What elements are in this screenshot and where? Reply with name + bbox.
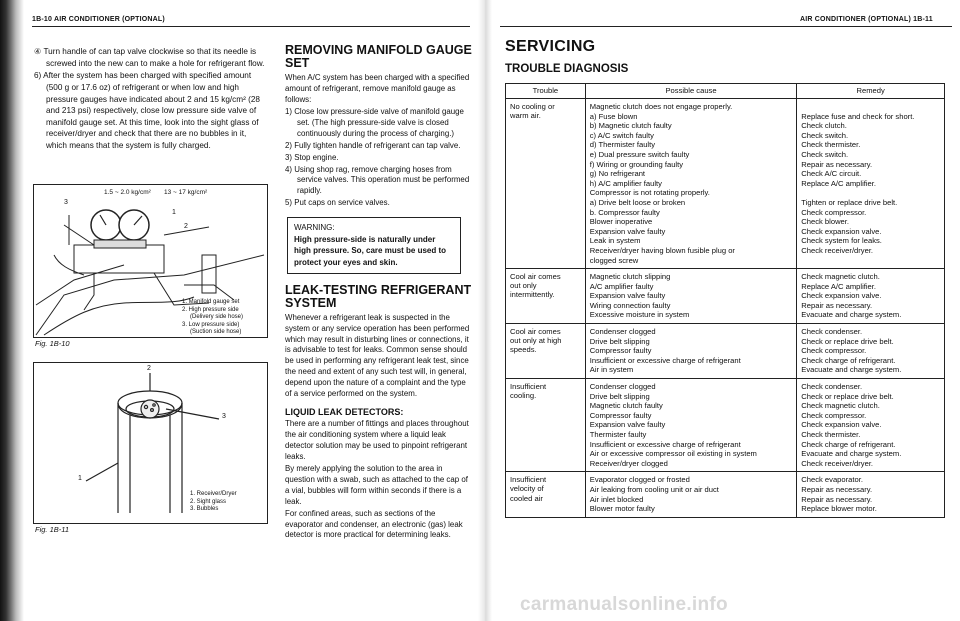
removing-heading: REMOVING MANIFOLD GAUGE SET xyxy=(285,43,472,71)
cause-cell-line: Magnetic clutch does not engage properly. xyxy=(589,102,733,111)
trouble-diagnosis-table xyxy=(505,83,945,518)
cause-cell-line: Condenser clogged xyxy=(589,382,656,392)
fig11-caption: Fig. 1B-11 xyxy=(35,525,70,534)
callout-3: 3 xyxy=(64,199,68,206)
warning-title: WARNING: xyxy=(294,223,335,233)
remedy-cell-line: Check switch. xyxy=(801,130,849,140)
trouble-diagnosis-title: TROUBLE DIAGNOSIS xyxy=(505,63,629,75)
callout-2: 2 xyxy=(147,365,151,372)
warning-box xyxy=(287,217,461,273)
trouble-cell xyxy=(506,472,586,517)
remedy-cell-line: Repair as necessary. xyxy=(801,300,873,310)
cause-cell-line: Drive belt slipping xyxy=(589,391,650,401)
cause-cell-line: h) A/C amplifier faulty xyxy=(589,178,662,188)
trouble-cell-line: cooling. xyxy=(510,391,537,401)
cause-cell-line: a) Fuse blown xyxy=(589,111,638,121)
fig10-caption: Fig. 1B-10 xyxy=(35,339,70,348)
cause-cell-line: Compressor faulty xyxy=(589,410,652,420)
cause-cell-line: Air in system xyxy=(589,365,634,375)
remedy-cell-line: Check expansion valve. xyxy=(801,291,882,301)
leak-para: By merely applying the solution to the area in question with a swab, such as attached to the cap of a vial, bubbles will form within seconds if there is a leak. xyxy=(285,464,468,506)
remedy-cell-line: Evacuate and charge system. xyxy=(801,449,902,459)
cause-cell-line: Compressor is not rotating properly. xyxy=(589,188,710,198)
remedy-cell-line: Evacuate and charge system. xyxy=(801,365,902,375)
cause-cell-line: Air or excessive compressor oil existing in system xyxy=(589,449,757,459)
cause-cell-line: g) No refrigerant xyxy=(589,169,646,179)
cause-cell-line: Expansion valve faulty xyxy=(589,291,666,301)
trouble-cell-line: Cool air comes xyxy=(510,327,561,337)
cause-cell xyxy=(585,269,797,324)
removing-step: 5) Put caps on service valves. xyxy=(285,198,390,208)
low-gauge-reading: 1.5 ~ 2.0 kg/cm² xyxy=(104,189,151,196)
trouble-cell-line: intermittently. xyxy=(510,290,555,300)
cause-cell-line: Evaporator clogged or frosted xyxy=(589,475,690,485)
remedy-cell xyxy=(797,99,945,269)
callout-2: 2 xyxy=(184,223,188,230)
cause-cell-line: Air leaking from cooling unit or air duct xyxy=(589,484,719,494)
cause-cell xyxy=(585,99,797,269)
remedy-cell-line: Check charge of refrigerant. xyxy=(801,355,896,365)
cause-cell-line: Thermister faulty xyxy=(589,430,647,439)
cause-cell-line: b) Magnetic clutch faulty xyxy=(589,121,672,131)
cause-cell-line: Receiver/dryer having blown fusible plug or xyxy=(589,245,735,255)
fig10-legend xyxy=(182,299,243,337)
remedy-cell-line xyxy=(801,102,940,112)
legend-item: 3. Bubbles xyxy=(190,506,219,512)
trouble-cell-line: Insufficient xyxy=(510,475,547,485)
remedy-cell-line: Replace A/C amplifier. xyxy=(801,178,877,188)
remedy-cell-line xyxy=(801,256,940,266)
servicing-title: SERVICING xyxy=(505,38,596,55)
legend-item: (Delivery side hose) xyxy=(190,314,244,320)
remedy-cell-line: Check magnetic clutch. xyxy=(801,272,880,282)
cause-cell-line: Blower motor faulty xyxy=(589,504,655,514)
remedy-cell-line: Tighten or replace drive belt. xyxy=(801,197,898,207)
leak-para: There are a number of fittings and places throughout the air conditioning system where a liquid leak detector solution may be used to pinpoint refrigerant leaks. xyxy=(285,419,469,462)
table-row xyxy=(506,324,945,379)
remedy-cell-line: Check A/C circuit. xyxy=(801,169,862,179)
table-body xyxy=(506,99,945,518)
left-page-header: 1B-10 AIR CONDITIONER (OPTIONAL) xyxy=(32,16,165,23)
figure-sight-glass xyxy=(33,362,268,524)
legend-item: (Suction side hose) xyxy=(190,329,242,335)
cause-cell-line: Wiring connection faulty xyxy=(589,300,671,310)
trouble-cell-line: warm air. xyxy=(510,111,541,121)
remedy-cell-line: Check expansion valve. xyxy=(801,226,882,236)
remedy-cell-line: Check compressor. xyxy=(801,410,867,420)
trouble-cell-line: out only xyxy=(510,281,537,291)
trouble-cell xyxy=(506,379,586,472)
remedy-cell-line: Check clutch. xyxy=(801,121,847,131)
legend-item: 3. Low pressure side) xyxy=(182,321,240,328)
col-header-cause: Possible cause xyxy=(585,84,797,99)
remedy-cell-line: Check condenser. xyxy=(801,327,863,337)
leak-para: For confined areas, such as sections of the evaporator and condenser, an electronic (gas) leak detector is more practical for determining leaks. xyxy=(285,508,463,540)
col-header-remedy: Remedy xyxy=(797,84,945,99)
watermark: carmanualsonline.info xyxy=(520,594,728,615)
trouble-cell-line: speeds. xyxy=(510,345,537,355)
remedy-cell-line: Check compressor. xyxy=(801,207,867,217)
cause-cell-line: a) Drive belt loose or broken xyxy=(589,197,686,207)
remedy-cell-line: Check or replace drive belt. xyxy=(801,391,894,401)
callout-1: 1 xyxy=(172,209,176,216)
cause-cell-line: Drive belt slipping xyxy=(589,336,650,346)
step-6-text: 6) After the system has been charged with specified amount (500 g or 17.6 oz) of refrigerant or when low and high pressure gauges have indicated about 2 and 15 kg/cm² (28 and 213 psi) respectively, close low pressure side valve of manifold gauge set. At this time, look into the sight glass of receiver/dryer and check that there are no bubbles in it, which means that the system is fully charged. xyxy=(34,71,260,151)
high-gauge-reading: 13 ~ 17 kg/cm² xyxy=(164,189,208,196)
cause-cell xyxy=(585,324,797,379)
remedy-cell-line xyxy=(801,188,940,198)
trouble-cell xyxy=(506,269,586,324)
trouble-cell xyxy=(506,99,586,269)
left-column-2 xyxy=(285,44,473,542)
table-row xyxy=(506,269,945,324)
cause-cell-line: Leak in system xyxy=(589,236,641,246)
trouble-cell xyxy=(506,324,586,379)
cause-cell-line: Excessive moisture in system xyxy=(589,310,690,320)
cause-cell-line: c) A/C switch faulty xyxy=(589,130,654,140)
remedy-cell-line: Check magnetic clutch. xyxy=(801,401,880,411)
cause-cell-line: Condenser clogged xyxy=(589,327,656,337)
trouble-cell-line: cooled air xyxy=(510,493,543,503)
removing-step: 3) Stop engine. xyxy=(285,152,339,162)
cause-cell-line: Expansion valve faulty xyxy=(589,420,666,430)
leak-testing-text: Whenever a refrigerant leak is suspected in the system or any service operation has been performed which may result in disturbing lines or connections, it is advisable to test for leaks. Common sense should be used in performing any refrigerant leak test, since the need and extent of any such test will, in general, depend upon the nature of a complaint and the type of a service performed on the system. xyxy=(285,312,470,399)
cause-cell-line: Compressor faulty xyxy=(589,346,652,356)
callout-3: 3 xyxy=(222,413,226,420)
remedy-cell-line: Check thermister. xyxy=(801,140,861,150)
trouble-cell-line: Cool air comes xyxy=(510,272,561,282)
figure-manifold-gauge xyxy=(33,184,268,338)
table-row xyxy=(506,379,945,472)
remedy-cell xyxy=(797,472,945,517)
remedy-cell-line: Repair as necessary. xyxy=(801,494,873,504)
remedy-cell-line: Check or replace drive belt. xyxy=(801,336,894,346)
remedy-cell xyxy=(797,269,945,324)
cause-cell-line: Magnetic clutch slipping xyxy=(589,272,671,282)
binding-edge xyxy=(0,0,24,621)
legend-item: 1. Manifold gauge set xyxy=(182,299,240,305)
trouble-cell-line: No cooling or xyxy=(510,102,555,111)
cause-cell-line: A/C amplifier faulty xyxy=(589,281,654,291)
cause-cell-line: f) Wiring or grounding faulty xyxy=(589,159,684,169)
cause-cell xyxy=(585,472,797,517)
legend-item: 1. Receiver/Dryer xyxy=(190,491,237,497)
remedy-cell-line: Repair as necessary. xyxy=(801,484,873,494)
callout-1: 1 xyxy=(78,475,82,482)
cause-cell-line: b. Compressor faulty xyxy=(589,207,660,217)
remedy-cell-line: Check expansion valve. xyxy=(801,420,882,430)
remedy-cell-line: Check compressor. xyxy=(801,346,867,356)
cause-cell-line: d) Thermister faulty xyxy=(589,140,656,150)
remedy-cell xyxy=(797,379,945,472)
right-page-header: AIR CONDITIONER (OPTIONAL) 1B-11 xyxy=(800,16,933,23)
left-header-rule xyxy=(32,26,470,27)
remedy-cell-line: Check blower. xyxy=(801,217,849,227)
table-header-row xyxy=(506,84,945,99)
cause-cell xyxy=(585,379,797,472)
legend-item: 2. High pressure side xyxy=(182,306,239,313)
col-header-trouble: Trouble xyxy=(506,84,586,99)
cause-cell-line: Insufficient or excessive charge of refrigerant xyxy=(589,439,741,449)
cause-cell-line: Expansion valve faulty xyxy=(589,226,666,236)
removing-step: 4) Using shop rag, remove charging hoses from service valves. This operation must be performed rapidly. xyxy=(285,164,470,196)
remedy-cell-line: Check receiver/dryer. xyxy=(801,245,874,255)
table-row xyxy=(506,99,945,269)
remedy-cell-line: Check receiver/dryer. xyxy=(801,458,874,468)
remedy-cell-line: Check switch. xyxy=(801,149,849,159)
removing-step: 2) Fully tighten handle of refrigerant can tap valve. xyxy=(285,140,461,150)
cause-cell-line: Blower inoperative xyxy=(589,217,653,227)
right-header-rule xyxy=(500,26,952,27)
cause-cell-line: Insufficient or excessive charge of refrigerant xyxy=(589,355,741,365)
warning-text: High pressure-side is naturally under high pressure. So, care must be used to protect your eyes and skin. xyxy=(294,234,447,267)
remedy-cell-line: Check charge of refrigerant. xyxy=(801,439,896,449)
leak-testing-heading: LEAK-TESTING REFRIGERANT SYSTEM xyxy=(285,282,472,310)
removing-step: 1) Close low pressure-side valve of manifold gauge set. (The high pressure-side valve is closed continuously during the process of charging.) xyxy=(285,106,464,138)
table-row xyxy=(506,472,945,517)
remedy-cell-line: Check evaporator. xyxy=(801,475,863,485)
remedy-cell-line: Replace A/C amplifier. xyxy=(801,281,877,291)
trouble-cell-line: velocity of xyxy=(510,484,544,494)
remedy-cell-line: Check thermister. xyxy=(801,430,861,439)
legend-item: 2. Sight glass xyxy=(190,498,227,505)
remedy-cell-line: Check system for leaks. xyxy=(801,236,882,246)
trouble-cell-line: Insufficient xyxy=(510,382,547,392)
left-column-1 xyxy=(34,46,266,153)
page-gutter xyxy=(478,0,492,621)
remedy-cell-line: Repair as necessary. xyxy=(801,159,873,169)
cause-cell-line: e) Dual pressure switch faulty xyxy=(589,149,690,159)
trouble-cell-line: out only at high xyxy=(510,336,562,346)
remedy-cell-line: Check condenser. xyxy=(801,382,863,392)
remedy-cell-line: Replace fuse and check for short. xyxy=(801,111,915,121)
cause-cell-line: clogged screw xyxy=(589,255,639,265)
liquid-leak-heading: LIQUID LEAK DETECTORS: xyxy=(285,407,404,417)
remedy-cell-line: Evacuate and charge system. xyxy=(801,310,902,320)
cause-cell-line: Receiver/dryer clogged xyxy=(589,458,668,468)
fig11-legend xyxy=(190,491,237,514)
remedy-cell-line: Replace blower motor. xyxy=(801,504,877,514)
step-4-text: ④ Turn handle of can tap valve clockwise so that its needle is screwed into the new can to make a hole for refrigerant flow. xyxy=(34,47,265,68)
cause-cell-line: Air inlet blocked xyxy=(589,494,644,504)
remedy-cell xyxy=(797,324,945,379)
removing-intro: When A/C system has been charged with a specified amount of refrigerant, remove manifold gauge as follows: xyxy=(285,73,470,105)
cause-cell-line: Magnetic clutch faulty xyxy=(589,401,663,411)
